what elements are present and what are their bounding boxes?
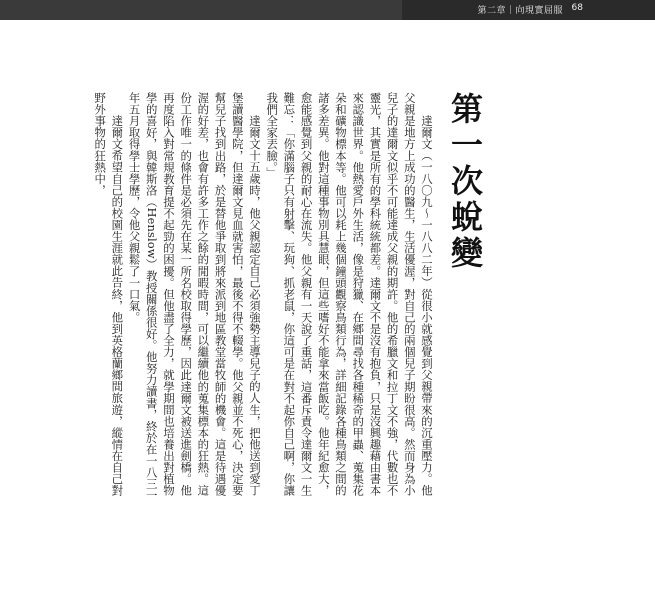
body-text [93, 92, 435, 507]
paragraph-1: 達爾文（一八〇九～一八八二年）從很小就感覺到父親帶來的沉重壓力。他父親是地方上成功的醫生，生活優渥，對自己的兩個兒子期盼很高。然而身為小兒子的達爾文似乎不可能達成父親的期許。他的希臘文和拉丁文不強，代數也不靈光，其實是所有的學科統統都差。達爾文不是沒有抱負，只是沒興趣藉由書本來認識世界。他熱愛戶外生活，像是狩獵、在鄉間尋找各種稀奇的甲蟲、蒐集花朵和礦物標本等。他可以耗上幾個鐘頭觀察鳥類行為，詳細記錄各種鳥類之間的諸多差異。他對這種事物別具慧眼，但這些嗜好不能拿來當飯吃。他年紀愈大，愈能感覺到父親的耐心在流失。他父親有一天說了重話，這番斥責令達爾文一生難忘：「你滿腦子只有射擊、玩狗、抓老鼠，你這可是在對不起你自己啊，你讓我們全家丟臉。」 [265, 92, 434, 497]
paragraph-3: 達爾文希望自己的校園生涯就此告終，他到英格蘭鄉間旅遊，縱情在自己對野外事物的狂熱中， [93, 92, 125, 496]
paragraph-2: 達爾文十五歲時，他父親認定自己必須強勢主導兒子的人生，把他送到愛丁堡讀醫學院，但達爾文見血就害怕，最後不得不輟學。他父親並不死心，決定要幫兒子找到出路，於是替他爭取到將來派到地區教堂當牧師的機會。這是待遇優渥的好差，也會有許多工作之餘的閒暇時間，可以繼續他的蒐集標本的狂熱。這份工作唯一的條件是必須先在某一所名校取得學歷，因此達爾文被送進劍橋。他再度陷入對常規教育提不起勁的困擾。但他盡了全力，就學期間也培養出對植物學的喜好，與韓斯洛（Henslow）教授關係很好。他努力讀書，終於在一八三一年五月取得學士學歷，令他父親鬆了一口氣。 [127, 92, 262, 502]
section-title: 第一次蛻變 [446, 92, 484, 272]
page-number: 68 [571, 3, 583, 13]
chapter-running-head: 第二章｜向現實屈服 [477, 6, 563, 16]
